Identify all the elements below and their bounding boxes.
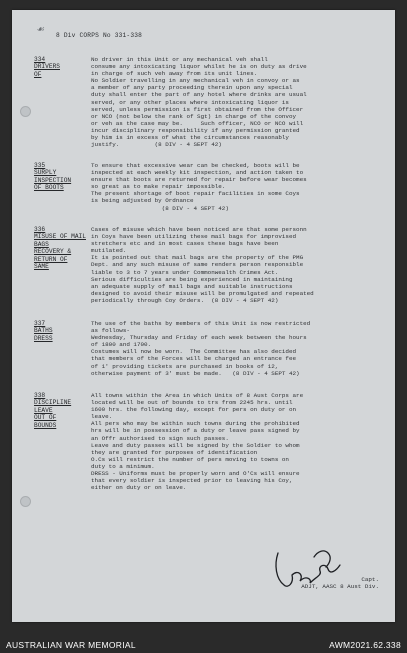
entry-body: Cases of misuse which have been noticed are that some personn in Coys have been utilizing these mail bags for improvised stretchers etc and in most cases these bags have been mutilated. It is pointed out that mail bags are the property of the PMG Dept. and any such misuse of same renders person responsible liable to 3 to 7 years under Commonwealth Crimes Act. Serious difficulties are being experienced in maintaining an adequate supply of mail bags and suitable instructions designed to avoid their misuse will be promulgated and repeated periodically through Coy Orders. (8 DIV - 4 SEPT 42)	[91, 226, 314, 304]
entry-body: The use of the baths by members of this Unit is now restricted as follows- Wednesday, Thursday and Friday of each week between the hours of 1800 and 1700. Costumes will now be worn. The Committee has also decided that members of the Forces will be charged an entrance fee of 1' providing tickets are purchased in books of 12, otherwise payment of 3' must be made. (8 DIV - 4 SEPT 42)	[91, 320, 311, 377]
entry-body: No driver in this Unit or any mechanical veh shall consume any intoxicating liquor whilst he is on duty as drive in charge of such veh away from its unit lines. No Soldier travelling in any mechanical veh in convoy or as a member of any party proceeding therein upon any special duty shall enter the part of any hotel where drinks are usual served, or any other places where intoxicating liquor is served, unless permission is first obtained from the Officer or NCO (not below the rank of Sgt) in charge of the convoy or veh as the case may be. Such officer, NCO or NCO will incur disciplinary responsibility if any permission granted by him is in excess of what the circumstances reasonably justify. (8 DIV - 4 SEPT 42)	[91, 56, 307, 149]
entry-heading	[34, 56, 91, 148]
order-entry-338	[34, 392, 383, 491]
document-header: 8 Div CORPS No 331-338	[56, 32, 143, 39]
document-page	[12, 10, 395, 622]
punch-hole-icon	[20, 496, 31, 507]
entry-heading	[34, 320, 91, 377]
entry-number: 336	[34, 226, 46, 233]
punch-hole-icon	[20, 106, 31, 117]
archive-footer	[0, 636, 407, 653]
signature-block: Capt. ADJT, AASC 8 Aust Div.	[301, 576, 379, 590]
order-entry-334	[34, 56, 383, 148]
entry-heading	[34, 162, 91, 212]
ink-stamp-icon: ☙	[36, 24, 45, 34]
entry-body: To ensure that excessive wear can be checked, boots will be inspected at each weekly kit inspection, and action taken to ensure that boots are returned for repair before wear becomes so great as to make repair impossible. The present shortage of boot repair facilities in some Coys is being adjusted by Ordnance (8 DIV - 4 SEPT 42)	[91, 162, 307, 212]
archive-reference: AWM2021.62.338	[329, 639, 401, 650]
entry-title: BATHS DRESS	[34, 327, 53, 342]
archive-name: AUSTRALIAN WAR MEMORIAL	[6, 639, 136, 650]
entry-title: MISUSE OF MAIL BAGS RECOVERY & RETURN OF SAME	[34, 233, 86, 271]
entry-body: All towns within the Area in which Units of 8 Aust Corps are located will be out of bounds to trs from 2245 hrs. until 1600 hrs. the following day, except for pers on duty or on leave. All pers who may be within such towns during the prohibited hrs will be in possession of a duty or leave pass signed by an Offr authorised to sign such passes. Leave and duty passes will be signed by the Soldier to whom they are granted for purposes of identification O.Cs will restrict the number of pers moving to towns on duty to a minimum. DRESS - Uniforms must be properly worn and O'Cs will ensure that every soldier is inspected prior to leaving his Coy, either on duty or on leave.	[91, 392, 304, 492]
entry-number: 335	[34, 162, 46, 169]
entry-number: 338	[34, 392, 46, 399]
entry-title: DISCIPLINE LEAVE OUT OF BOUNDS	[34, 399, 72, 429]
entry-title: SURPLY INSPECTION OF BOOTS	[34, 169, 72, 192]
order-entry-335	[34, 162, 383, 212]
entry-number: 337	[34, 320, 46, 327]
entry-number: 334	[34, 56, 46, 63]
entry-heading	[34, 226, 91, 304]
order-entry-336	[34, 226, 383, 304]
order-entry-337	[34, 320, 383, 377]
entry-title: DRIVERS OF	[34, 63, 60, 78]
entry-heading	[34, 392, 91, 491]
